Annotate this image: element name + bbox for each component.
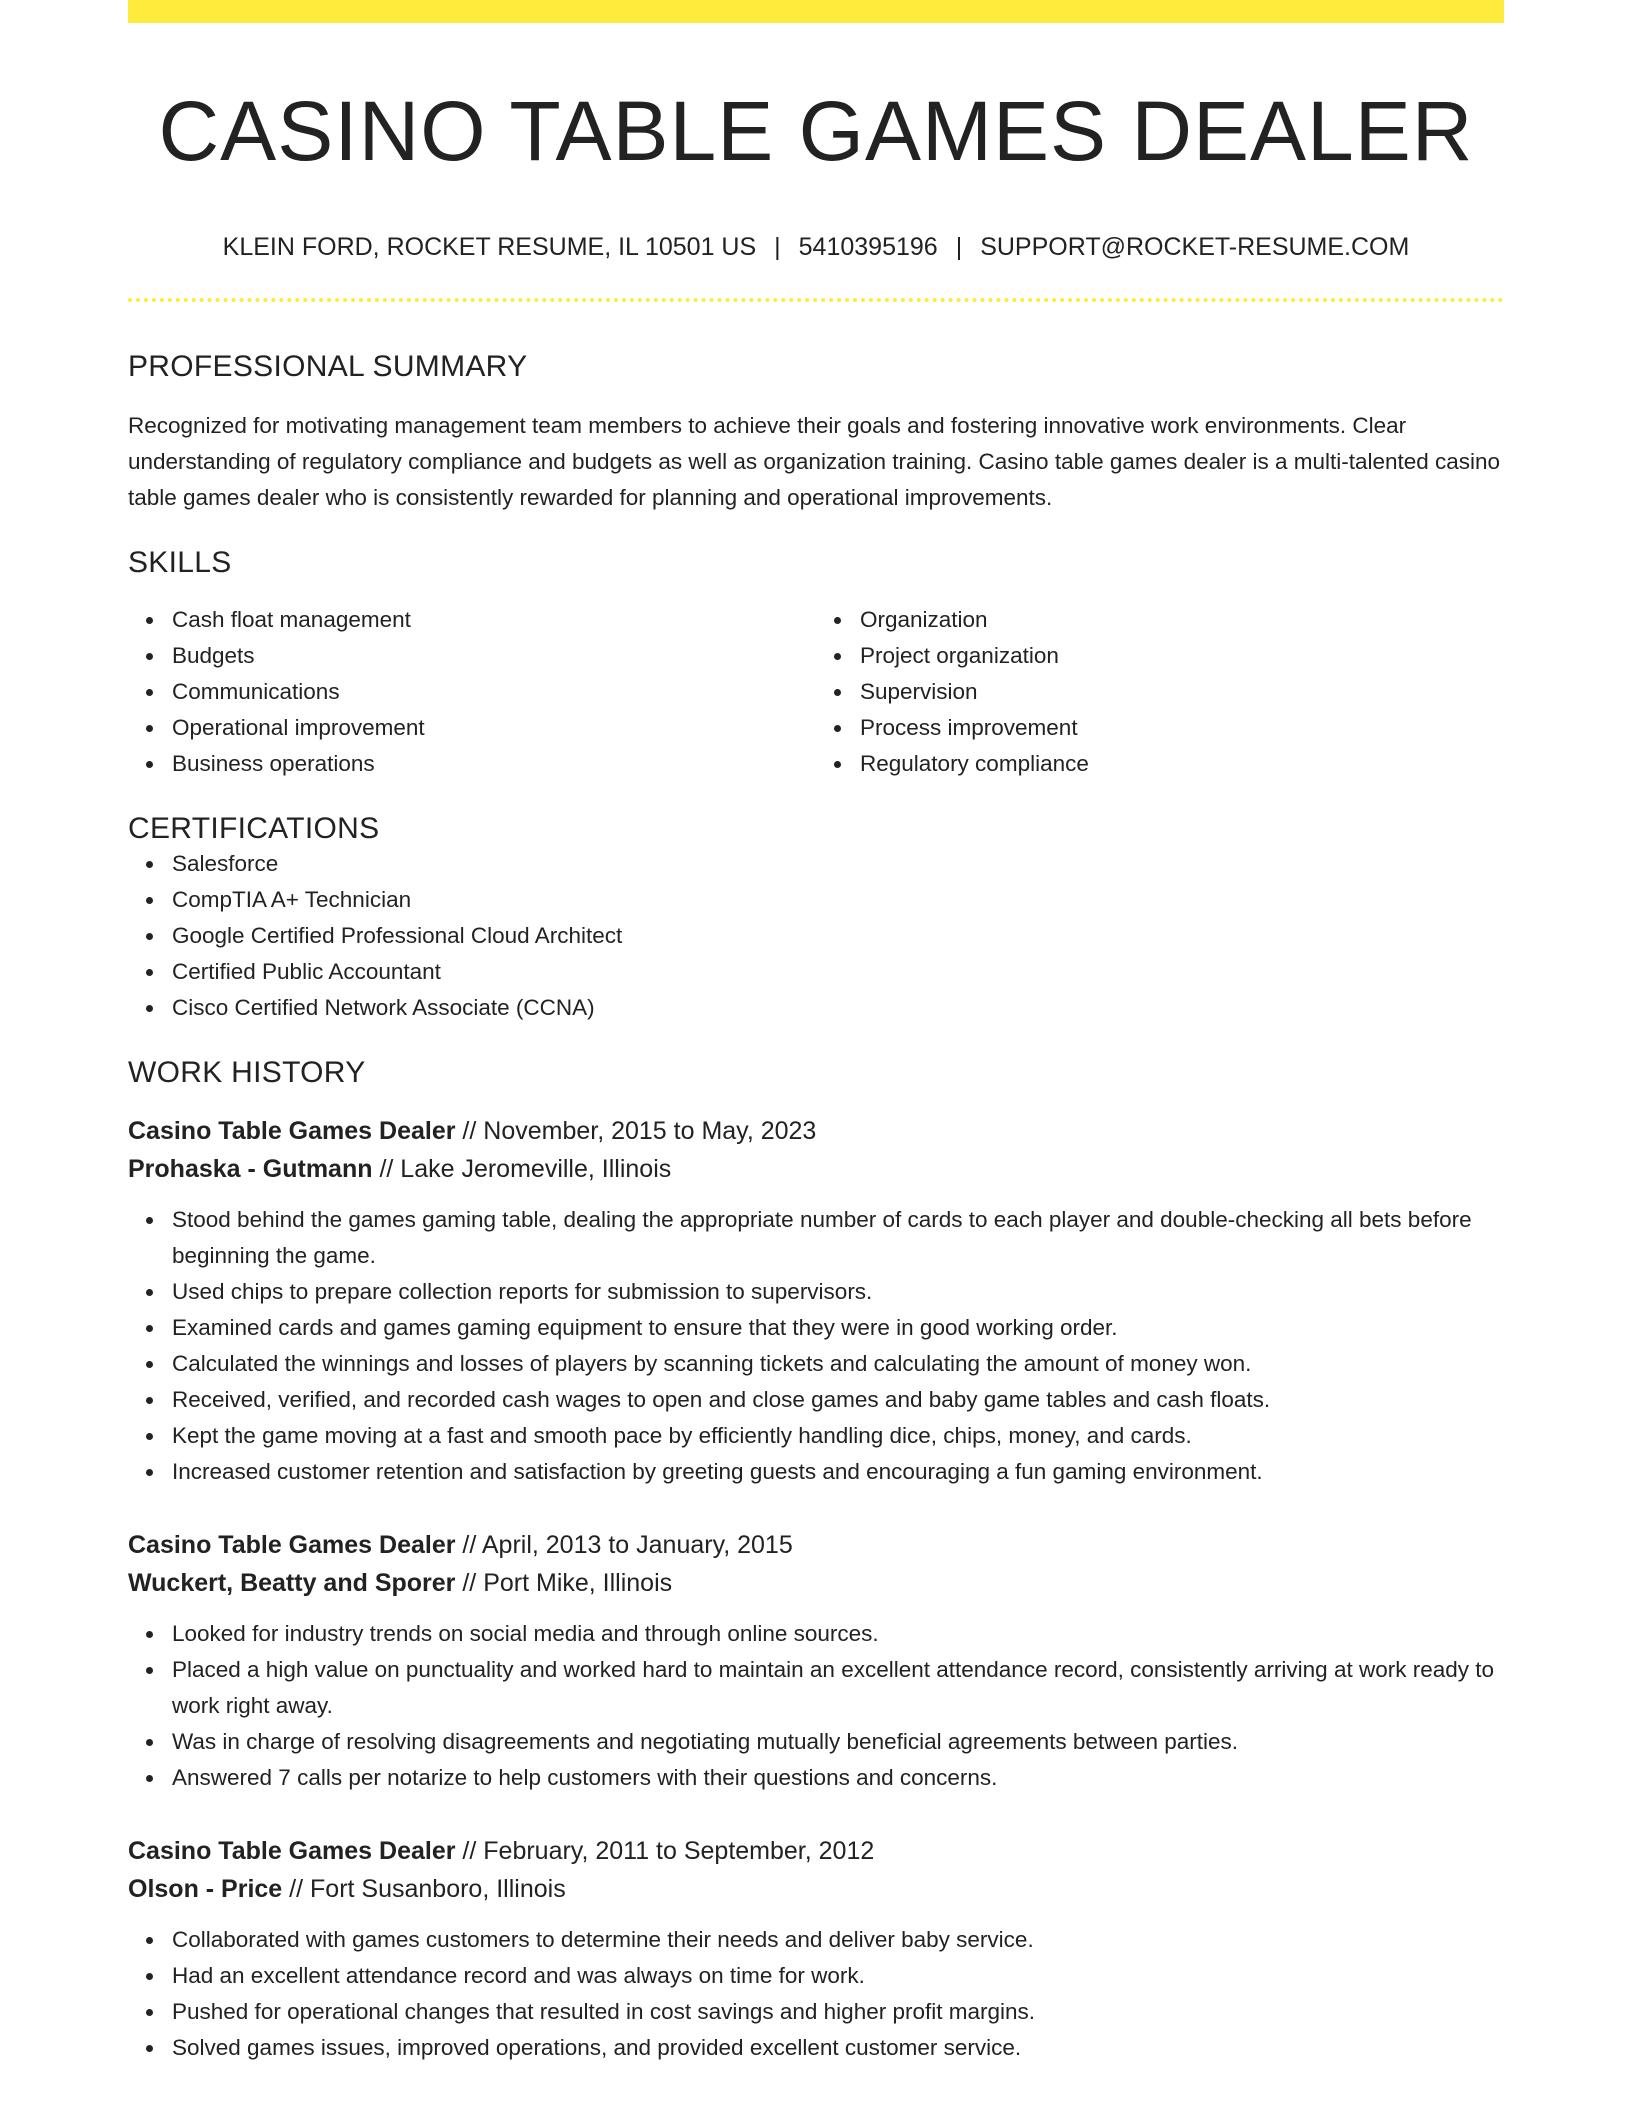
job-company-line bbox=[128, 1150, 1504, 1188]
job-entry bbox=[128, 1832, 1504, 2066]
job-duty: Placed a high value on punctuality and worked hard to maintain an excellent attendance record, consistently arriving at work ready to work right away. bbox=[172, 1652, 1504, 1724]
job-role-line bbox=[128, 1112, 1504, 1150]
skill-item: Process improvement bbox=[860, 710, 1504, 746]
job-duty: Stood behind the games gaming table, dealing the appropriate number of cards to each player and double-checking all bets before beginning the game. bbox=[172, 1202, 1504, 1274]
skill-item: Supervision bbox=[860, 674, 1504, 710]
contact-separator: | bbox=[955, 233, 963, 262]
job-duties bbox=[128, 1202, 1504, 1490]
summary-text: Recognized for motivating management team members to achieve their goals and fostering innovative work environments. Clear understanding of regulatory compliance and budgets as well as organization training. Casino table games dealer is a multi-talented casino table games dealer who is consistently rewarded for planning and operational improvements. bbox=[128, 413, 1501, 511]
job-company: Olson - Price bbox=[128, 1875, 283, 1904]
contact-separator: | bbox=[774, 233, 781, 262]
job-dates: February, 2011 to September, 2012 bbox=[483, 1837, 875, 1866]
job-duty: Pushed for operational changes that resulted in cost savings and higher profit margins. bbox=[172, 1994, 1504, 2030]
certification-item: Certified Public Accountant bbox=[172, 954, 1504, 990]
skills-heading: SKILLS bbox=[128, 546, 232, 580]
skill-item: Regulatory compliance bbox=[860, 746, 1504, 782]
job-duty: Solved games issues, improved operations, and provided excellent customer service. bbox=[172, 2030, 1504, 2066]
job-duty: Was in charge of resolving disagreements and negotiating mutually beneficial agreements between parties. bbox=[172, 1724, 1504, 1760]
job-duties bbox=[128, 1922, 1504, 2066]
contact-line bbox=[128, 233, 1504, 262]
job-dates: November, 2015 to May, 2023 bbox=[483, 1117, 817, 1146]
contact-email: SUPPORT@ROCKET-RESUME.COM bbox=[980, 233, 1410, 262]
job-duty: Answered 7 calls per notarize to help customers with their questions and concerns. bbox=[172, 1760, 1504, 1796]
work-history-heading: WORK HISTORY bbox=[128, 1056, 366, 1090]
job-location: Lake Jeromeville, Illinois bbox=[400, 1155, 672, 1184]
job-role: Casino Table Games Dealer bbox=[128, 1117, 456, 1146]
resume-title: CASINO TABLE GAMES DEALER bbox=[158, 84, 1474, 178]
job-company-line bbox=[128, 1870, 1504, 1908]
job-role: Casino Table Games Dealer bbox=[128, 1531, 456, 1560]
resume-page bbox=[128, 0, 1504, 2066]
job-separator: // bbox=[455, 1837, 484, 1866]
job-location: Fort Susanboro, Illinois bbox=[310, 1875, 566, 1904]
accent-bar bbox=[128, 0, 1504, 23]
job-location: Port Mike, Illinois bbox=[483, 1569, 673, 1598]
certification-item: Salesforce bbox=[172, 846, 1504, 882]
job-dates: April, 2013 to January, 2015 bbox=[481, 1531, 793, 1560]
job-duty: Had an excellent attendance record and was always on time for work. bbox=[172, 1958, 1504, 1994]
job-separator: // bbox=[455, 1531, 482, 1560]
skill-item: Cash float management bbox=[172, 602, 816, 638]
certification-item: Cisco Certified Network Associate (CCNA) bbox=[172, 990, 1504, 1026]
job-duty: Looked for industry trends on social media and through online sources. bbox=[172, 1616, 1504, 1652]
job-separator: // bbox=[282, 1875, 311, 1904]
skill-item: Business operations bbox=[172, 746, 816, 782]
skill-item: Budgets bbox=[172, 638, 816, 674]
job-company-line bbox=[128, 1564, 1504, 1602]
skill-item: Communications bbox=[172, 674, 816, 710]
job-duty: Collaborated with games customers to determine their needs and deliver baby service. bbox=[172, 1922, 1504, 1958]
job-duty: Kept the game moving at a fast and smooth pace by efficiently handling dice, chips, money, and cards. bbox=[172, 1418, 1504, 1454]
certifications-list bbox=[128, 846, 1504, 1026]
job-duty: Calculated the winnings and losses of players by scanning tickets and calculating the amount of money won. bbox=[172, 1346, 1504, 1382]
summary-heading: PROFESSIONAL SUMMARY bbox=[128, 350, 528, 384]
job-company: Prohaska - Gutmann bbox=[128, 1155, 373, 1184]
skill-item: Project organization bbox=[860, 638, 1504, 674]
job-duty: Increased customer retention and satisfaction by greeting guests and encouraging a fun gaming environment. bbox=[172, 1454, 1504, 1490]
job-separator: // bbox=[455, 1569, 484, 1598]
certification-item: CompTIA A+ Technician bbox=[172, 882, 1504, 918]
job-duty: Examined cards and games gaming equipment to ensure that they were in good working order. bbox=[172, 1310, 1504, 1346]
skills-list-right bbox=[816, 602, 1504, 782]
certification-item: Google Certified Professional Cloud Architect bbox=[172, 918, 1504, 954]
contact-address: KLEIN FORD, ROCKET RESUME, IL 10501 US bbox=[222, 233, 757, 262]
job-role-line bbox=[128, 1832, 1504, 1870]
skill-item: Organization bbox=[860, 602, 1504, 638]
job-company: Wuckert, Beatty and Sporer bbox=[128, 1569, 456, 1598]
contact-phone: 5410395196 bbox=[798, 233, 938, 262]
job-separator: // bbox=[372, 1155, 401, 1184]
job-role: Casino Table Games Dealer bbox=[128, 1837, 456, 1866]
dotted-divider bbox=[128, 298, 1504, 302]
job-entry bbox=[128, 1526, 1504, 1796]
skills-list-left bbox=[128, 602, 816, 782]
job-entry bbox=[128, 1112, 1504, 1490]
job-duties bbox=[128, 1616, 1504, 1796]
skills-columns bbox=[128, 602, 1504, 782]
job-duty: Used chips to prepare collection reports for submission to supervisors. bbox=[172, 1274, 1504, 1310]
job-role-line bbox=[128, 1526, 1504, 1564]
job-duty: Received, verified, and recorded cash wages to open and close games and baby game tables and cash floats. bbox=[172, 1382, 1504, 1418]
certifications-heading: CERTIFICATIONS bbox=[128, 812, 380, 846]
job-separator: // bbox=[455, 1117, 484, 1146]
skill-item: Operational improvement bbox=[172, 710, 816, 746]
